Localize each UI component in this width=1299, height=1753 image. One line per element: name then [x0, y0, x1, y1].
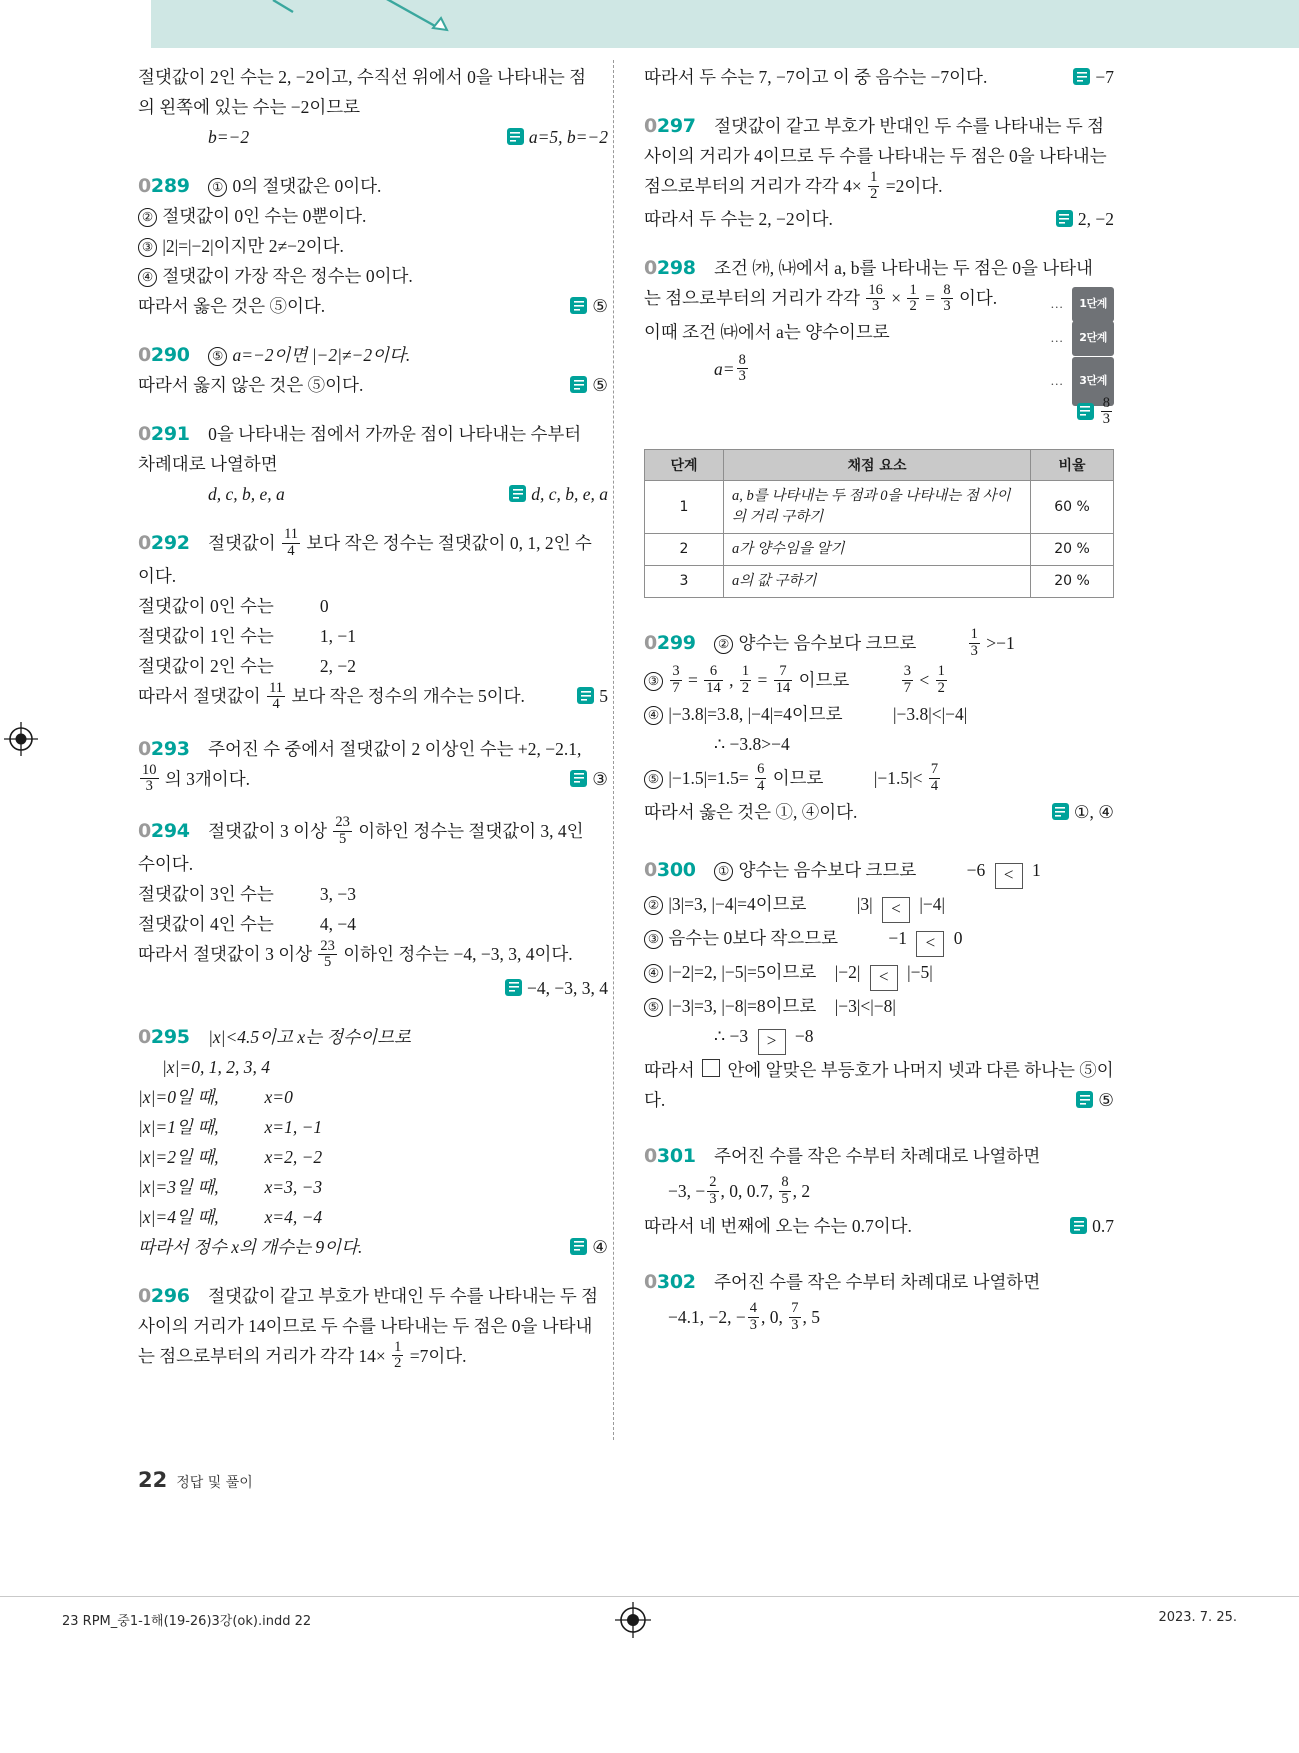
answer-icon: [505, 979, 522, 996]
solution-text: 절댓값이 같고 부호가 반대인 두 수를 나타내는 두 점: [714, 116, 1105, 136]
problem-number: 0293: [138, 737, 190, 760]
solution-math-line: −3, − $\frac{2}{3}$ , 0, 0.7, $\frac{8}{5}$ , 2: [668, 1174, 811, 1207]
solution-line: 수이다.: [138, 854, 194, 875]
fraction: $\frac{1}{3}$: [970, 626, 978, 659]
solution-text: 절댓값이 같고 부호가 반대인 두 수를 나타내는 두 점: [208, 1285, 599, 1306]
solution-text: 0을 나타내는 점에서 가까운 점이 나타내는 수부터: [208, 424, 582, 444]
inequality-box: >: [758, 1029, 786, 1055]
th-step: 단계: [645, 449, 724, 480]
answer-value: ⑤: [570, 291, 608, 321]
solution-text: a=−2이면 |−2|≠−2이다.: [232, 345, 411, 365]
solution-line: 다. ⑤: [644, 1085, 1114, 1115]
answer-value: ①, ④: [1052, 797, 1114, 827]
cell-item: a가 양수임을 알기: [724, 533, 1031, 565]
solution-line: 사이의 거리가 14이므로 두 수를 나타내는 두 점은 0을 나타내: [138, 1315, 593, 1336]
table-row: [645, 565, 1114, 597]
solution-line: [138, 370, 608, 400]
th-ratio: 비율: [1031, 449, 1114, 480]
answer-icon: [570, 297, 587, 314]
answer-icon: [570, 376, 587, 393]
answer-icon: [1070, 1217, 1087, 1234]
answer-icon: [570, 1238, 587, 1255]
problem-number: 0296: [138, 1284, 190, 1307]
right-column: [644, 62, 1114, 1356]
print-filename: 23 RPM_중1-1해(19-26)3강(ok).indd 22: [62, 1614, 312, 1629]
fraction: $\frac{3}{7}$: [672, 663, 680, 696]
th-item: 채점 요소: [724, 449, 1031, 480]
solution-line-step2: 이때 조건 ㈐에서 a는 양수이므로 … 2단계: [644, 317, 1114, 347]
choice-marker-5: ⑤: [208, 347, 227, 366]
solution-line: 절댓값이 2인 수는 2, −2이고, 수직선 위에서 0을 나타내는 점: [138, 67, 586, 87]
fraction: $\frac{6}{14}$: [706, 663, 721, 696]
solution-text: 절댓값이 가장 작은 정수는 0이다.: [162, 266, 413, 286]
solution-line: ③ $\frac{3}{7}$ = $\frac{6}{14}$ , $\frac{1}{2}$ = $\frac{7}{14}$ 이므로 $\frac{3}{7}$ < $\frac{1}{2}$: [644, 661, 1114, 699]
solution-row: |x|=1일 때, x=1, −1: [138, 1116, 323, 1137]
solution-line: [138, 171, 608, 201]
solution-line: ∴ −3.8>−4: [714, 734, 790, 755]
solution-0293: [138, 734, 608, 797]
problem-number: 0301: [644, 1145, 696, 1168]
answer-value: ⑤: [1076, 1085, 1114, 1115]
choice-marker-3: ③: [138, 238, 157, 257]
step-tag-1: … 1단계: [1050, 287, 1114, 322]
solution-line: 점으로부터의 거리가 각각 4× $\frac{1}{2}$ =2이다.: [644, 169, 943, 202]
solution-line: 따라서 옳은 것은 ①, ④이다. ①, ④: [644, 797, 1114, 827]
answer-value: −7: [1073, 62, 1114, 92]
fraction: $\frac{2}{3}$: [709, 1174, 717, 1207]
fraction: $\frac{7}{3}$: [791, 1300, 799, 1333]
solution-text: 보다 작은 정수는 절댓값이 0, 1, 2인 수: [306, 533, 592, 553]
fraction: $\frac{4}{3}$: [749, 1300, 757, 1333]
table-header-row: [645, 449, 1114, 480]
solution-math-line: d, c, b, e, a d, c, b, e, a: [138, 479, 608, 509]
solution-line: 따라서 절댓값이 3 이상 $\frac{23}{5}$ 이하인 정수는 −4, −3, 3, 4이다.: [138, 937, 573, 971]
solution-line: ∴ −3 > −8: [644, 1021, 1114, 1055]
step-tag-2: … 2단계: [1050, 321, 1114, 356]
cell-item: a, b를 나타내는 두 점과 0을 나타내는 점 사이의 거리 구하기: [724, 480, 1031, 533]
left-column: [138, 62, 608, 1393]
solution-row: 절댓값이 0인 수는 0: [138, 596, 329, 617]
solution-line: $\frac{10}{3}$ 의 3개이다. ③: [142, 762, 608, 795]
choice-marker-3: ③: [644, 672, 663, 691]
page-label: 정답 및 풀이: [176, 1475, 253, 1491]
fraction: $\frac{7}{4}$: [930, 761, 939, 794]
choice-marker-5: ⑤: [644, 770, 663, 789]
answer-value: ⑤: [570, 370, 608, 400]
solution-row: |x|=0일 때, x=0: [138, 1086, 293, 1107]
solution-0298: [644, 253, 1114, 597]
table-row: [645, 480, 1114, 533]
solution-line: 0301 주어진 수를 작은 수부터 차례대로 나열하면: [644, 1141, 1114, 1171]
problem-number: 0291: [138, 423, 190, 445]
solution-0296: [138, 1281, 608, 1374]
solution-line: ⑤ |−1.5|=1.5= $\frac{6}{4}$ 이므로 |−1.5|< $\frac{7}{4}$: [644, 759, 1114, 797]
solution-line: [138, 1281, 608, 1311]
problem-number: 0292: [138, 532, 190, 554]
fraction: $\frac{16}{3}$: [868, 281, 883, 315]
fraction: $\frac{1}{2}$: [909, 281, 917, 315]
fraction: $\frac{1}{2}$: [741, 663, 750, 696]
solution-text: 조건 ㈎, ㈏에서 a, b를 나타내는 두 점은 0을 나타내: [714, 258, 1093, 279]
cell-step: 3: [645, 565, 724, 597]
solution-text: 0의 절댓값은 0이다.: [232, 176, 382, 196]
fraction: $\frac{10}{3}$: [142, 762, 157, 795]
fraction: $\frac{3}{7}$: [903, 663, 911, 696]
solution-0290: [138, 340, 608, 400]
answer-icon: [509, 485, 526, 502]
answer-value: ④: [570, 1232, 608, 1262]
fraction: $\frac{1}{2}$: [394, 1339, 402, 1372]
decorative-arrow-icon: [265, 0, 495, 42]
registration-mark-bottom-icon: [615, 1602, 651, 1638]
step-badge: 2단계: [1072, 321, 1114, 356]
solution-line: ④ |−3.8|=3.8, |−4|=4이므로 |−3.8|<|−4|: [644, 699, 1114, 729]
solution-line: 사이의 거리가 4이므로 두 수를 나타내는 두 점은 0을 나타내는: [644, 146, 1107, 166]
inequality-box: <: [995, 863, 1023, 889]
choice-marker-1: ①: [208, 178, 227, 197]
fraction: $\frac{8}{3}$: [943, 281, 951, 315]
solution-line: [138, 201, 608, 231]
solution-text: 주어진 수 중에서 절댓값이 2 이상인 수는 +2, −2.1,: [208, 738, 582, 759]
answer-value: d, c, b, e, a: [509, 479, 608, 509]
cell-ratio: 20 %: [1031, 565, 1114, 597]
solution-line: 따라서 두 수는 2, −2이다. 2, −2: [644, 204, 1114, 234]
choice-marker-5: ⑤: [644, 998, 663, 1017]
answer-value: ③: [570, 764, 608, 794]
choice-marker-3: ③: [644, 930, 663, 949]
solution-line: [138, 291, 608, 321]
answer-icon: [1056, 210, 1073, 227]
solution-math-line: b=−2 a=5, b=−2: [138, 122, 608, 152]
solution-line: 따라서 네 번째에 오는 수는 0.7이다. 0.7: [644, 1211, 1114, 1241]
solution-row: 절댓값이 3인 수는 3, −3: [138, 884, 356, 905]
solution-line: 차례대로 나열하면: [138, 454, 278, 474]
solution-line: ② |3|=3, |−4|=4이므로 |3| < |−4|: [644, 889, 1114, 923]
page-footer: [138, 1468, 253, 1492]
choice-marker-4: ④: [644, 706, 663, 725]
choice-marker-2: ②: [714, 635, 733, 654]
solution-line-step1: 는 점으로부터의 거리가 각각 $\frac{16}{3}$ × $\frac{1}{2}$ = $\frac{8}{3}$ 이다. … 1단계: [644, 283, 1114, 316]
solution-line: [138, 734, 608, 764]
choice-marker-4: ④: [138, 268, 157, 287]
solution-math-line: |x|=0, 1, 2, 3, 4: [162, 1056, 270, 1077]
solution-line: [644, 111, 1114, 141]
step-badge: 1단계: [1072, 287, 1114, 322]
solution-line: [138, 340, 608, 370]
problem-number: 0297: [644, 115, 696, 137]
fraction: $\frac{23}{5}$: [320, 937, 335, 971]
solution-line-step3: a= $\frac{8}{3}$ … 3단계: [644, 347, 1114, 391]
solution-line: ③ 음수는 0보다 작으므로 −1 < 0: [644, 923, 1114, 957]
blank-box-icon: [702, 1059, 720, 1077]
problem-number: 0289: [138, 175, 190, 197]
solution-0289: [138, 171, 608, 321]
answer-icon: [1076, 1091, 1093, 1108]
solution-0292: [138, 528, 608, 715]
table-row: [645, 533, 1114, 565]
answer-value: 0.7: [1070, 1211, 1114, 1241]
solution-row: |x|=2일 때, x=2, −2: [138, 1146, 323, 1167]
solution-carryover-right: [644, 62, 1114, 92]
solution-0300: [644, 855, 1114, 1115]
solution-0291: [138, 419, 608, 509]
problem-number: 0298: [644, 257, 696, 280]
solution-text: 절댓값이: [208, 533, 276, 553]
solution-line: 0302 주어진 수를 작은 수부터 차례대로 나열하면: [644, 1267, 1114, 1297]
cell-step: 1: [645, 480, 724, 533]
page-number: 22: [138, 1468, 168, 1492]
solution-line: [138, 528, 608, 561]
solution-0297: [644, 111, 1114, 234]
footer-divider: [0, 1596, 1299, 1597]
solution-line: 따라서 두 수는 7, −7이고 이 중 음수는 −7이다. −7: [644, 62, 1114, 92]
answer-icon: [1052, 803, 1069, 820]
fraction: $\frac{11}{4}$: [284, 526, 299, 559]
solution-text: |2|=|−2|이지만 2≠−2이다.: [162, 236, 344, 256]
answer-icon: [507, 128, 524, 145]
problem-number: 0299: [644, 631, 696, 654]
solution-row: 절댓값이 4인 수는 4, −4: [138, 914, 356, 935]
cell-step: 2: [645, 533, 724, 565]
solution-row: 절댓값이 2인 수는 2, −2: [138, 656, 356, 677]
solution-carryover: [138, 62, 608, 152]
fraction: $\frac{8}{5}$: [781, 1174, 789, 1207]
solution-line: 0300 ① 양수는 음수보다 크므로 −6 < 1: [644, 855, 1114, 889]
problem-number: 0290: [138, 344, 190, 366]
solution-row: |x|=4일 때, x=4, −4: [138, 1206, 323, 1227]
solution-line: 의 왼쪽에 있는 수는 −2이므로: [138, 97, 361, 117]
solution-line: 따라서 정수 x의 개수는 9이다. ④: [138, 1232, 608, 1262]
solution-row: |x|=3일 때, x=3, −3: [138, 1176, 323, 1197]
step-badge: 3단계: [1072, 357, 1114, 406]
fraction: $\frac{7}{14}$: [775, 663, 791, 696]
answer-value: a=5, b=−2: [507, 122, 608, 152]
solution-0294: [138, 816, 608, 1003]
cell-item: a의 값 구하기: [724, 565, 1031, 597]
solution-line: [644, 253, 1114, 283]
inequality-box: <: [870, 965, 898, 991]
problem-number: 0302: [644, 1271, 696, 1294]
fraction: $\frac{11}{4}$: [269, 679, 284, 713]
solution-0295: [138, 1022, 608, 1262]
problem-number: 0295: [138, 1025, 190, 1048]
fraction: $\frac{8}{3}$: [1102, 395, 1110, 428]
solution-line: [138, 419, 608, 449]
solution-line: ⑤ |−3|=3, |−8|=8이므로 |−3|<|−8|: [644, 991, 1114, 1021]
choice-marker-2: ②: [644, 896, 663, 915]
solution-line: 따라서 안에 알맞은 부등호가 나머지 넷과 다른 하나는 ⑤이: [644, 1060, 1114, 1081]
solution-line: [138, 261, 608, 291]
fraction: $\frac{1}{2}$: [870, 169, 878, 202]
solution-text: |x|<4.5이고 x는 정수이므로: [208, 1026, 411, 1047]
fraction: $\frac{1}{2}$: [937, 663, 945, 696]
problem-number: 0294: [138, 819, 190, 842]
inequality-box: <: [882, 897, 910, 923]
solution-line: 0299 ② 양수는 음수보다 크므로 $\frac{1}{3}$ >−1: [644, 626, 1015, 659]
solution-row: 절댓값이 1인 수는 1, −1: [138, 626, 356, 647]
answer-icon: [577, 687, 594, 704]
solution-line: [138, 1022, 608, 1052]
solution-line: ④ |−2|=2, |−5|=5이므로 |−2| < |−5|: [644, 957, 1114, 991]
answer-icon: [1073, 68, 1090, 85]
solution-0301: [644, 1141, 1114, 1241]
print-date: 2023. 7. 25.: [1158, 1610, 1237, 1625]
answer-value: [644, 391, 1114, 433]
inequality-box: <: [916, 931, 944, 957]
solution-text: 따라서 옳은 것은 ⑤이다.: [138, 296, 326, 316]
solution-line: 는 점으로부터의 거리가 각각 14× $\frac{1}{2}$ =7이다.: [138, 1339, 467, 1372]
solution-text: 절댓값이 0인 수는 0뿐이다.: [162, 206, 367, 226]
fraction: $\frac{6}{4}$: [757, 761, 765, 794]
problem-number: 0300: [644, 859, 696, 882]
solution-math-line: −4.1, −2, − $\frac{4}{3}$ , 0, $\frac{7}{3}$ , 5: [668, 1300, 820, 1333]
registration-mark-icon: [4, 722, 38, 756]
fraction: $\frac{8}{3}$: [738, 352, 746, 385]
solution-line: 따라서 절댓값이 $\frac{11}{4}$ 보다 작은 정수의 개수는 5이다. 5: [138, 679, 608, 713]
fraction: $\frac{23}{5}$: [335, 814, 350, 847]
solution-0299: [644, 628, 1114, 827]
answer-icon: [1077, 403, 1094, 420]
solution-0302: [644, 1267, 1114, 1337]
solution-text: 따라서 옳지 않은 것은 ⑤이다.: [138, 375, 364, 395]
step-tag-3: … 3단계: [1050, 357, 1114, 406]
cell-ratio: 60 %: [1031, 480, 1114, 533]
solution-line: 0294 절댓값이 3 이상 $\frac{23}{5}$ 이하인 정수는 절댓값이 3, 4인: [138, 814, 584, 847]
answer-icon: [570, 770, 587, 787]
choice-marker-4: ④: [644, 964, 663, 983]
answer-value: −4, −3, 3, 4: [138, 973, 608, 1003]
choice-marker-2: ②: [138, 208, 157, 227]
cell-ratio: 20 %: [1031, 533, 1114, 565]
grading-rubric-table: [644, 449, 1114, 598]
solution-line: 이다.: [138, 566, 177, 587]
answer-value: 2, −2: [1056, 204, 1114, 234]
solution-line: [138, 231, 608, 261]
answer-value: 5: [577, 681, 608, 711]
choice-marker-1: ①: [714, 862, 733, 881]
